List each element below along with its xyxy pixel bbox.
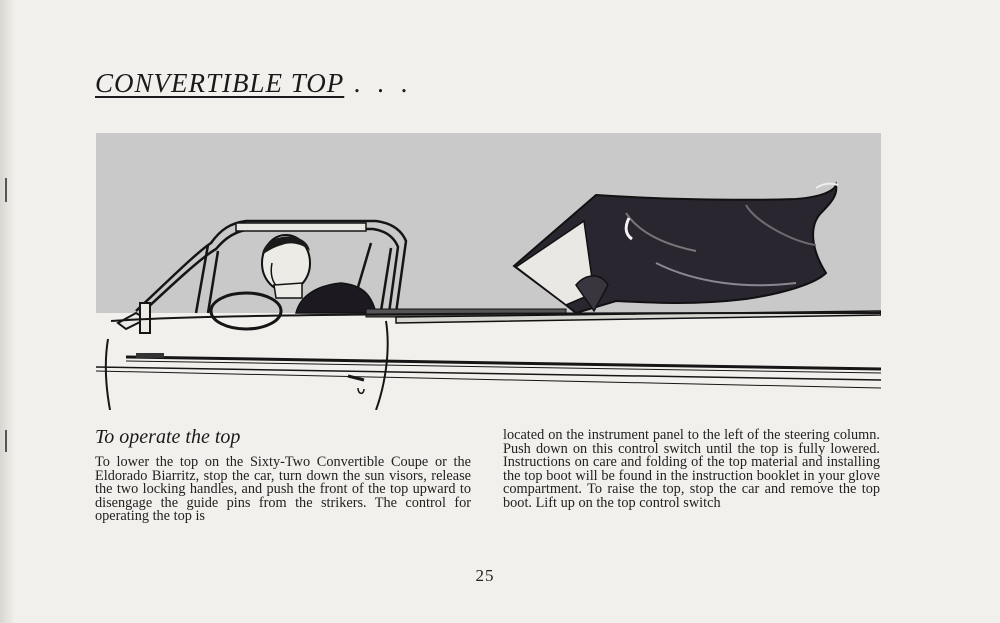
binding-mark (5, 178, 7, 202)
page-title-text: CONVERTIBLE TOP (95, 68, 345, 98)
body-text-right-column: located on the instrument panel to the left of the steering column. Push down on this control switch until the top is fully lowered. Instructions on care and folding of the top material and installing the top boot will be found in the instruction booklet in your glove compartment. To raise the top, stop the car and remove the top boot. Lift up on the top control switch (503, 427, 880, 511)
page-title-dots: . . . (354, 68, 414, 98)
section-subheading: To operate the top (95, 426, 241, 448)
body-text-left-column: To lower the top on the Sixty-Two Convertible Coupe or the Eldorado Biarritz, stop the car, turn down the sun visors, release the two locking handles, and push the front of the top upward to disengage the guide pins from the strikers. The control for operating the top is (95, 454, 471, 525)
page-number: 25 (475, 566, 495, 585)
page-binding-edge (0, 0, 14, 623)
binding-mark (5, 430, 7, 452)
convertible-top-illustration (96, 133, 881, 410)
page-title (95, 68, 413, 99)
